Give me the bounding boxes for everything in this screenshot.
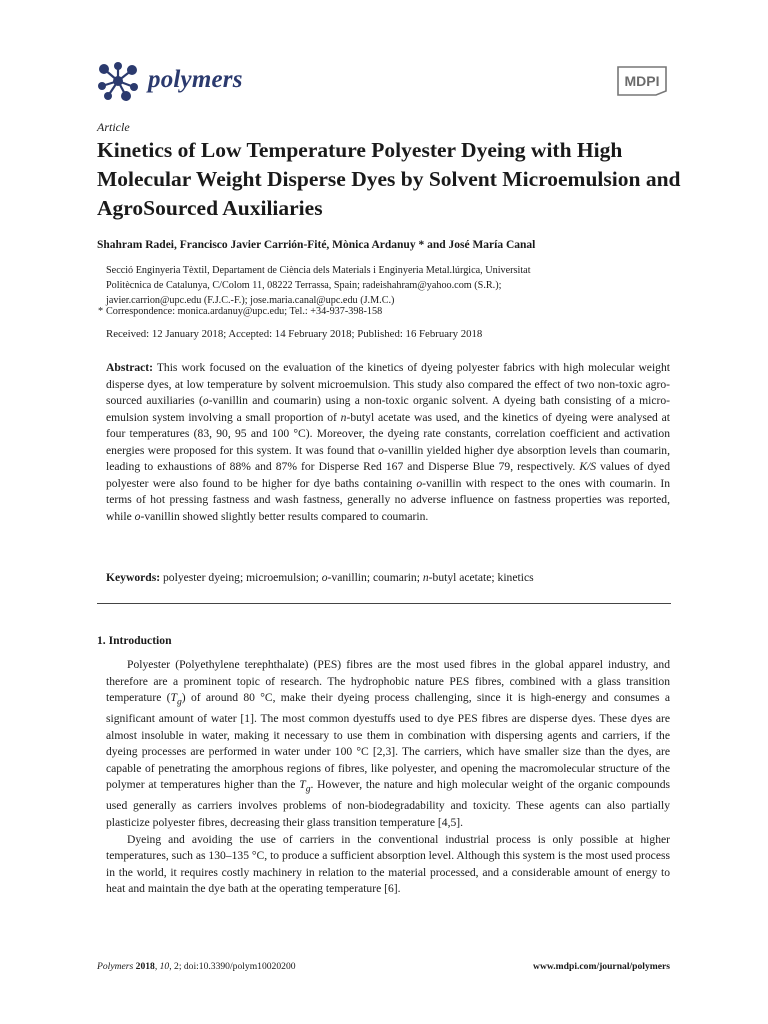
abstract-text: -butyl acetate was used, and the kinetics of dyeing were analysed at four temperatures (83, 90, 95 and 100 °C). Moreover, the dyeing rate constants, correlation coefficient and activation energies were proposed for this system. It was found that xyxy=(106,410,670,457)
keywords-text: -butyl acetate; kinetics xyxy=(428,571,534,584)
abstract-label: Abstract: xyxy=(106,361,154,374)
tg-subscript: g xyxy=(176,696,182,708)
abstract-text: K/S xyxy=(579,460,597,473)
correspondence-text: Correspondence: monica.ardanuy@upc.edu; Tel.: +34-937-398-158 xyxy=(106,306,383,317)
polymers-logo-icon xyxy=(96,61,140,101)
footer-year: 2018 xyxy=(135,961,155,972)
article-title: Kinetics of Low Temperature Polyester Dyeing with High Molecular Weight Disperse Dyes by Solvent Microemulsion and AgroSourced Auxiliaries xyxy=(97,138,681,220)
affiliation-line: javier.carrion@upc.edu (F.J.C.-F.); jose.maria.canal@upc.edu (J.M.C.) xyxy=(106,295,395,306)
correspondence-mark: * xyxy=(98,306,104,317)
tg-subscript: g xyxy=(305,783,311,795)
affiliation xyxy=(106,263,676,308)
keywords-text: o xyxy=(321,571,328,584)
abstract-text: -vanillin showed slightly better results compared to coumarin. xyxy=(140,509,429,523)
journal-name: polymers xyxy=(148,66,243,93)
paragraph xyxy=(106,657,670,832)
paragraph: Dyeing and avoiding the use of carriers in the conventional industrial process is only possible at higher temperatures, such as 130–135 °C, to produce a sufficient absorption level. Although this system is the most used process in the world, it requires costly machinery in relation to the material processed, and a considerable amount of energy to heat and maintain the dye bath at the operating temperature [6]. xyxy=(106,832,670,896)
correspondence xyxy=(98,306,383,317)
journal-url[interactable]: www.mdpi.com/journal/polymers xyxy=(533,961,670,972)
publication-dates: Received: 12 January 2018; Accepted: 14 February 2018; Published: 16 February 2018 xyxy=(106,328,483,340)
tg-symbol: T xyxy=(170,691,177,705)
paragraph-text: ) of around 80 °C, make their dyeing process challenging, since it is high-energy and consumes a significant amount of water [1]. The most common dyestuffs used to dye PES fibres are disperse dyes. These dyes are almost insoluble in water, making it necessary to use them in combination with dispersing agents and carriers, if the dyeing processes are performed in water under 100 °C [2,3]. The carriers, which have smaller size than the dyes, are capable of penetrating the amorphous regions of fibres, like polyester, and opening the macromolecular structure of the polymer at temperatures higher than the xyxy=(106,691,670,792)
abstract-text: n xyxy=(340,410,347,424)
introduction-body xyxy=(106,657,670,898)
abstract-text: o xyxy=(202,394,209,407)
citation-footer: Polymers 2018, 10, 2; doi:10.3390/polym10020200 xyxy=(97,961,296,972)
footer-journal: Polymers xyxy=(97,961,134,972)
keywords-label: Keywords: xyxy=(106,571,161,584)
mdpi-logo xyxy=(614,63,670,97)
mdpi-logo-text: MDPI xyxy=(624,73,660,89)
keywords-text: -vanillin; coumarin; xyxy=(327,571,423,584)
section-divider xyxy=(97,603,671,604)
affiliation-line: Secció Enginyeria Tèxtil, Departament de Ciència dels Materials i Enginyeria Metal.lúrgica, Universitat xyxy=(106,265,531,276)
footer-volume: 10 xyxy=(159,961,170,972)
section-heading: 1. Introduction xyxy=(97,634,172,647)
keywords-text: n xyxy=(422,571,429,584)
tg-symbol: T xyxy=(299,778,306,792)
keywords xyxy=(106,570,670,586)
keywords-text: polyester dyeing; microemulsion; xyxy=(160,571,322,584)
paragraph-text: Polyester (Polyethylene terephthalate) (PES) fibres are the most used fibres in the global apparel industry, and therefore are a prominent topic of research. The hydrophobic nature PES fibres, combined with a glass transition temperature ( xyxy=(106,658,670,705)
author-list: Shahram Radei, Francisco Javier Carrión-Fité, Mònica Ardanuy * and José María Canal xyxy=(97,239,536,251)
abstract-text: values of dyed polyester were also found to be higher for dye baths containing xyxy=(106,460,670,490)
paragraph-text: . However, the nature and high molecular weight of the organic compounds used generally as carriers involves problems of non-biodegradability and toxicity. These agents can also partially plasticize polyester fibres, decreasing their glass transition temperature [4,5]. xyxy=(106,778,670,829)
abstract-text: o xyxy=(134,509,141,523)
abstract-text: o xyxy=(378,443,384,457)
abstract xyxy=(106,360,670,525)
abstract-text: -vanillin and coumarin) using a non-toxic organic solvent. A dyeing bath consisting of a micro-emulsion system involving a small proportion of xyxy=(106,394,670,424)
footer-doi: , 2; doi:10.3390/polym10020200 xyxy=(169,961,296,972)
abstract-text: -vanillin with respect to the ones with coumarin. In terms of hot pressing fastness and wash fastness, generally no adverse influence on fastness properties was reported, while xyxy=(106,476,670,523)
article-type: Article xyxy=(97,120,130,134)
abstract-text: This work focused on the evaluation of the kinetics of dyeing polyester fabrics with high molecular weight disperse dyes, at low temperature by solvent microemulsion. This study also compared the effect of two non-toxic agro-sourced auxiliaries ( xyxy=(106,361,670,407)
affiliation-line: Politècnica de Catalunya, C/Colom 11, 08222 Terrassa, Spain; radeishahram@yahoo.com (S.R.); xyxy=(106,280,502,291)
abstract-text: o xyxy=(416,476,423,490)
abstract-text: -vanillin yielded higher dye absorption levels than coumarin, leading to exhaustions of 88% and 87% for Disperse Red 167 and Disperse Blue 79, respectively. xyxy=(106,443,670,473)
